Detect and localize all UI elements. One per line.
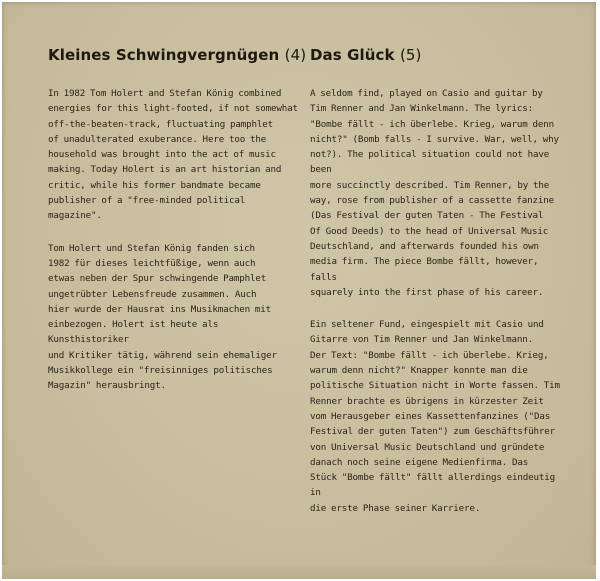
page-bottom-edge <box>2 565 596 579</box>
track-4-english-text: In 1982 Tom Holert and Stefan König combined energies for this light-footed, if not somewhat off-the-beaten-track, fluctuating pamphlet of unadulterated exuberance. Here too the household was brought into the act of music making. Today Holert is an art historian and critic, while his former bandmate became publisher of a "free-minded political magazine". <box>48 88 298 222</box>
track-5-english-text: A seldom find, played on Casio and guitar by Tim Renner and Jan Winkelmann. The lyrics: "Bombe fällt - ich überlebe. Krieg, warum denn nicht?" (Bomb falls - I survive. War, well, why not?). The political situation could not have been more succinctly described. Tim Renner, by the way, rose from publisher of a cassette fanzine (Das Festival der guten Taten - The Festival Of Good Deeds) to the head of Universal Music Deutschland, and afterwards founded his own media firm. The piece Bombe fällt, however, falls squarely into the first phase of his career. <box>310 88 559 298</box>
track-4-german-text: Tom Holert und Stefan König fanden sich 1982 für dieses leichtfüßige, wenn auch etwas neben der Spur schwingende Pamphlet ungetrübter Lebensfreude zusammen. Auch hier wurde der Hausrat ins Musikmachen mit einbezogen. Holert ist heute als Kunsthistoriker und Kritiker tätig, während sein ehemaliger Musikkollege ein "freisinniges politisches Magazin" herausbringt. <box>48 242 277 392</box>
track-4-number: (4) <box>284 46 307 64</box>
track-5-number: (5) <box>399 46 422 64</box>
track-4-heading <box>48 46 307 64</box>
track-5-german-text: Ein seltener Fund, eingespielt mit Casio und Gitarre von Tim Renner und Jan Winkelmann. Der Text: "Bombe fällt - ich überlebe. Krieg, warum denn nicht?" Knapper konnte man die politische Situation nicht in Worte fassen. Tim Renner brachte es übrigens in kürzester Zeit vom Herausgeber eines Kassettenfanzines ("Das Festival der guten Taten") zum Geschäftsführer von Universal Music Deutschland und gründete danach noch seine eigene Medienfirma. Das Stück "Bombe fällt" fällt allerdings eindeutig in die erste Phase seiner Karriere. <box>310 319 560 514</box>
track-5-heading <box>310 46 560 64</box>
left-column <box>48 46 307 411</box>
booklet-page <box>2 2 596 579</box>
track-4-title: Kleines Schwingvergnügen <box>48 46 280 64</box>
track-5-title: Das Glück <box>310 46 395 64</box>
right-column <box>310 46 560 533</box>
